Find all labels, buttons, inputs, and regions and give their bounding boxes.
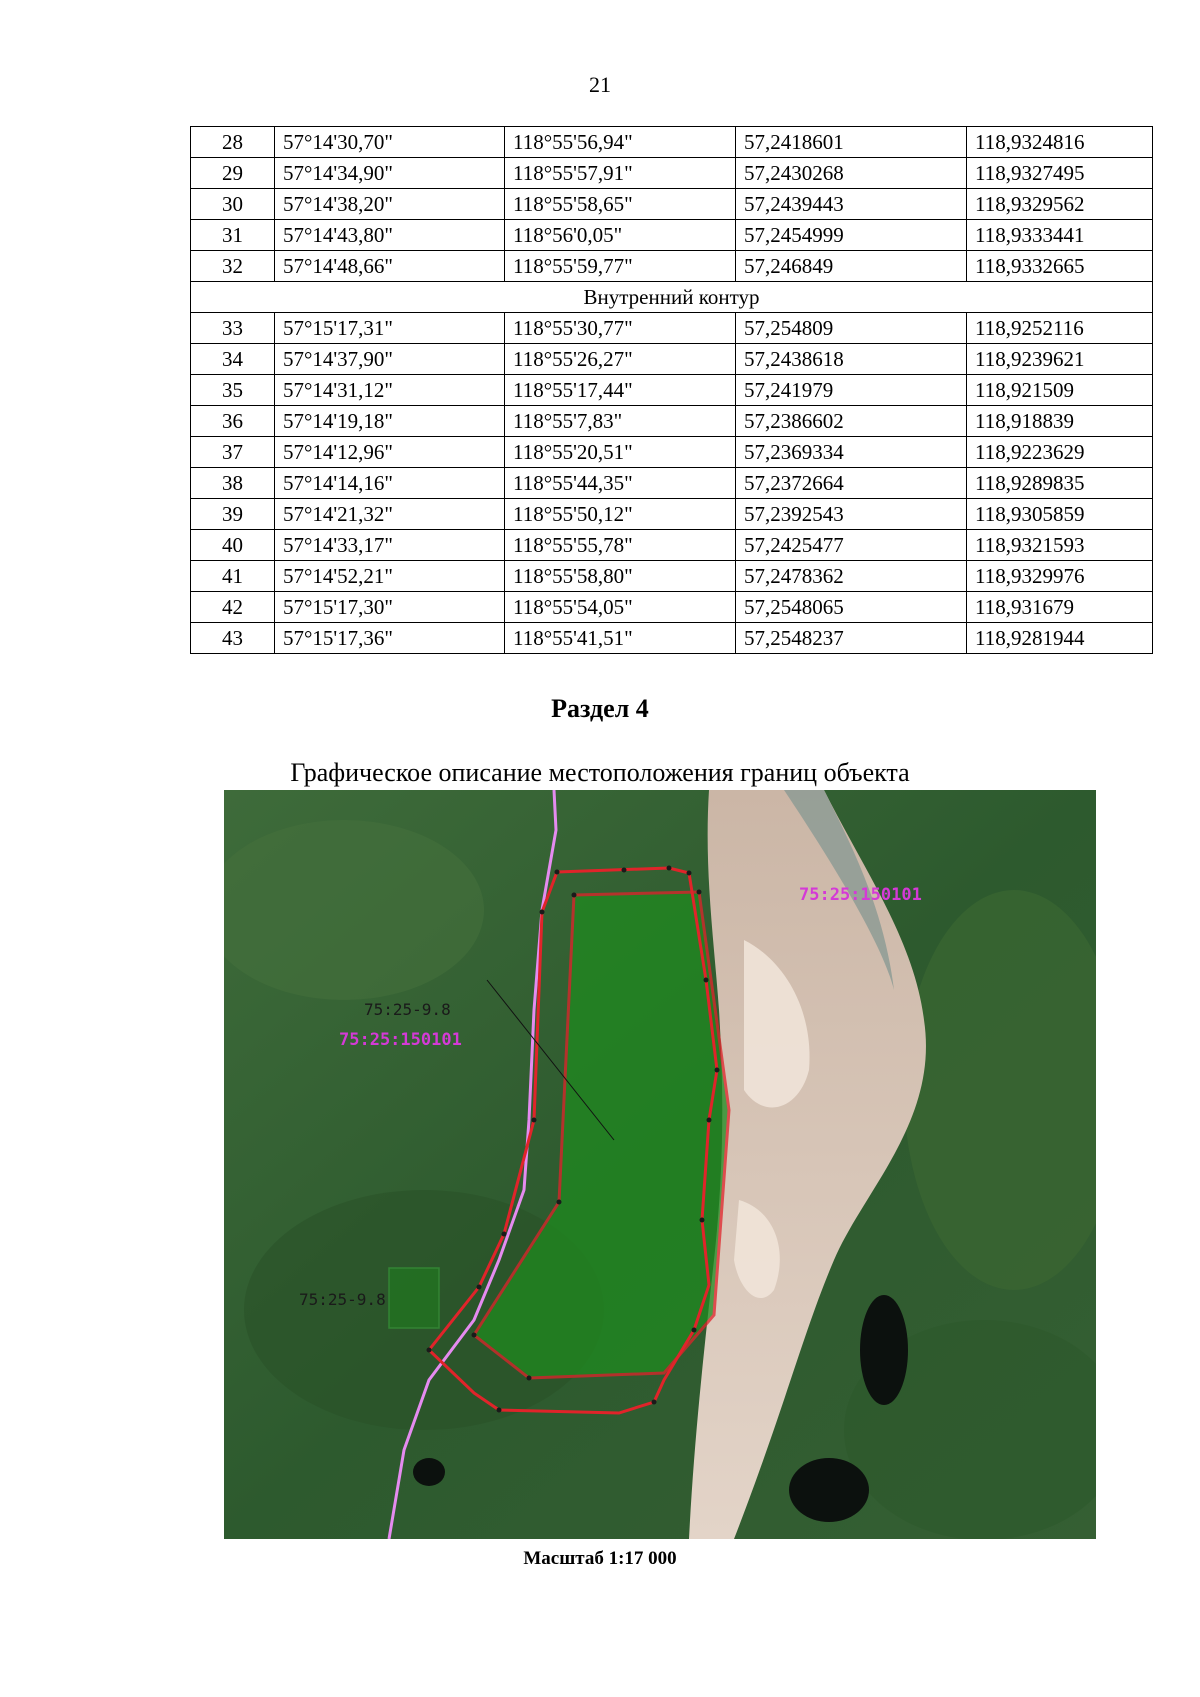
lake: [860, 1295, 908, 1405]
latitude-dms-cell: 57°14'52,21": [275, 561, 505, 592]
longitude-decimal-cell: 118,921509: [967, 375, 1153, 406]
latitude-dms-cell: 57°14'14,16": [275, 468, 505, 499]
zone-label-north: 75:25-9.8: [364, 1000, 451, 1019]
latitude-decimal-cell: 57,2548065: [736, 592, 967, 623]
latitude-dms-cell: 57°14'34,90": [275, 158, 505, 189]
map-drawing: [224, 790, 1096, 1539]
longitude-decimal-cell: 118,9239621: [967, 344, 1153, 375]
table-row: [191, 313, 1153, 344]
parcel-label-west: 75:25:150101: [339, 1030, 462, 1050]
longitude-dms-cell: 118°55'50,12": [505, 499, 736, 530]
latitude-decimal-cell: 57,254809: [736, 313, 967, 344]
latitude-dms-cell: 57°15'17,31": [275, 313, 505, 344]
longitude-dms-cell: 118°55'41,51": [505, 623, 736, 654]
longitude-decimal-cell: 118,9252116: [967, 313, 1153, 344]
point-number-cell: 34: [191, 344, 275, 375]
longitude-decimal-cell: 118,9321593: [967, 530, 1153, 561]
lake: [789, 1458, 869, 1522]
point-number-cell: 28: [191, 127, 275, 158]
latitude-dms-cell: 57°14'12,96": [275, 437, 505, 468]
table-row: [191, 499, 1153, 530]
longitude-dms-cell: 118°55'44,35": [505, 468, 736, 499]
longitude-decimal-cell: 118,9332665: [967, 251, 1153, 282]
graphic-title: Графическое описание местоположения границ объекта: [290, 758, 910, 787]
longitude-dms-cell: 118°55'55,78": [505, 530, 736, 561]
latitude-decimal-cell: 57,2418601: [736, 127, 967, 158]
table-row: [191, 375, 1153, 406]
coordinates-table: [190, 126, 1153, 654]
longitude-decimal-cell: 118,9329976: [967, 561, 1153, 592]
point-number-cell: 40: [191, 530, 275, 561]
latitude-decimal-cell: 57,2548237: [736, 623, 967, 654]
table-row: [191, 623, 1153, 654]
longitude-decimal-cell: 118,9327495: [967, 158, 1153, 189]
longitude-dms-cell: 118°55'57,91": [505, 158, 736, 189]
table-row: [191, 251, 1153, 282]
longitude-dms-cell: 118°55'58,65": [505, 189, 736, 220]
latitude-decimal-cell: 57,2438618: [736, 344, 967, 375]
longitude-dms-cell: 118°55'56,94": [505, 127, 736, 158]
longitude-decimal-cell: 118,9305859: [967, 499, 1153, 530]
latitude-dms-cell: 57°14'48,66": [275, 251, 505, 282]
latitude-dms-cell: 57°15'17,30": [275, 592, 505, 623]
zone-label-south: 75:25-9.8: [299, 1290, 386, 1309]
longitude-decimal-cell: 118,9289835: [967, 468, 1153, 499]
table-row: [191, 530, 1153, 561]
table-row: [191, 406, 1153, 437]
longitude-dms-cell: 118°55'26,27": [505, 344, 736, 375]
longitude-decimal-cell: 118,9324816: [967, 127, 1153, 158]
latitude-decimal-cell: 57,241979: [736, 375, 967, 406]
boundary-map: [224, 790, 1096, 1539]
table-row: [191, 158, 1153, 189]
table-row: [191, 592, 1153, 623]
latitude-decimal-cell: 57,2478362: [736, 561, 967, 592]
point-number-cell: 31: [191, 220, 275, 251]
longitude-dms-cell: 118°55'58,80": [505, 561, 736, 592]
longitude-dms-cell: 118°55'20,51": [505, 437, 736, 468]
latitude-dms-cell: 57°14'43,80": [275, 220, 505, 251]
page-number: 21: [589, 72, 611, 97]
latitude-dms-cell: 57°14'37,90": [275, 344, 505, 375]
longitude-decimal-cell: 118,931679: [967, 592, 1153, 623]
table-row: [191, 561, 1153, 592]
parcel-label-east: 75:25:150101: [799, 885, 922, 905]
inner-contour-label: Внутренний контур: [191, 282, 1153, 313]
point-number-cell: 41: [191, 561, 275, 592]
table-row: [191, 344, 1153, 375]
longitude-decimal-cell: 118,9223629: [967, 437, 1153, 468]
point-number-cell: 30: [191, 189, 275, 220]
latitude-decimal-cell: 57,2386602: [736, 406, 967, 437]
table-row: [191, 437, 1153, 468]
zone-square: [389, 1268, 439, 1328]
longitude-dms-cell: 118°55'54,05": [505, 592, 736, 623]
latitude-decimal-cell: 57,2425477: [736, 530, 967, 561]
latitude-dms-cell: 57°14'38,20": [275, 189, 505, 220]
latitude-decimal-cell: 57,2392543: [736, 499, 967, 530]
latitude-dms-cell: 57°14'30,70": [275, 127, 505, 158]
point-number-cell: 38: [191, 468, 275, 499]
point-number-cell: 37: [191, 437, 275, 468]
latitude-dms-cell: 57°14'31,12": [275, 375, 505, 406]
point-number-cell: 32: [191, 251, 275, 282]
latitude-decimal-cell: 57,2369334: [736, 437, 967, 468]
table-body-outer: [191, 127, 1153, 282]
point-number-cell: 36: [191, 406, 275, 437]
latitude-dms-cell: 57°14'19,18": [275, 406, 505, 437]
lake: [413, 1458, 445, 1486]
inner-contour-row: [191, 282, 1153, 313]
latitude-decimal-cell: 57,2439443: [736, 189, 967, 220]
latitude-dms-cell: 57°14'21,32": [275, 499, 505, 530]
longitude-decimal-cell: 118,9329562: [967, 189, 1153, 220]
section-title: Раздел 4: [551, 694, 649, 723]
table-row: [191, 189, 1153, 220]
table-body-inner: [191, 313, 1153, 654]
point-number-cell: 33: [191, 313, 275, 344]
latitude-decimal-cell: 57,2372664: [736, 468, 967, 499]
longitude-dms-cell: 118°55'30,77": [505, 313, 736, 344]
latitude-dms-cell: 57°14'33,17": [275, 530, 505, 561]
latitude-decimal-cell: 57,2454999: [736, 220, 967, 251]
longitude-decimal-cell: 118,9333441: [967, 220, 1153, 251]
point-number-cell: 29: [191, 158, 275, 189]
point-number-cell: 39: [191, 499, 275, 530]
longitude-dms-cell: 118°55'59,77": [505, 251, 736, 282]
longitude-decimal-cell: 118,9281944: [967, 623, 1153, 654]
point-number-cell: 42: [191, 592, 275, 623]
table-row: [191, 127, 1153, 158]
table-row: [191, 220, 1153, 251]
longitude-dms-cell: 118°56'0,05": [505, 220, 736, 251]
longitude-dms-cell: 118°55'17,44": [505, 375, 736, 406]
longitude-decimal-cell: 118,918839: [967, 406, 1153, 437]
latitude-decimal-cell: 57,2430268: [736, 158, 967, 189]
table-row: [191, 468, 1153, 499]
scale-note: Масштаб 1:17 000: [523, 1548, 677, 1569]
point-number-cell: 43: [191, 623, 275, 654]
latitude-decimal-cell: 57,246849: [736, 251, 967, 282]
longitude-dms-cell: 118°55'7,83": [505, 406, 736, 437]
point-number-cell: 35: [191, 375, 275, 406]
latitude-dms-cell: 57°15'17,36": [275, 623, 505, 654]
